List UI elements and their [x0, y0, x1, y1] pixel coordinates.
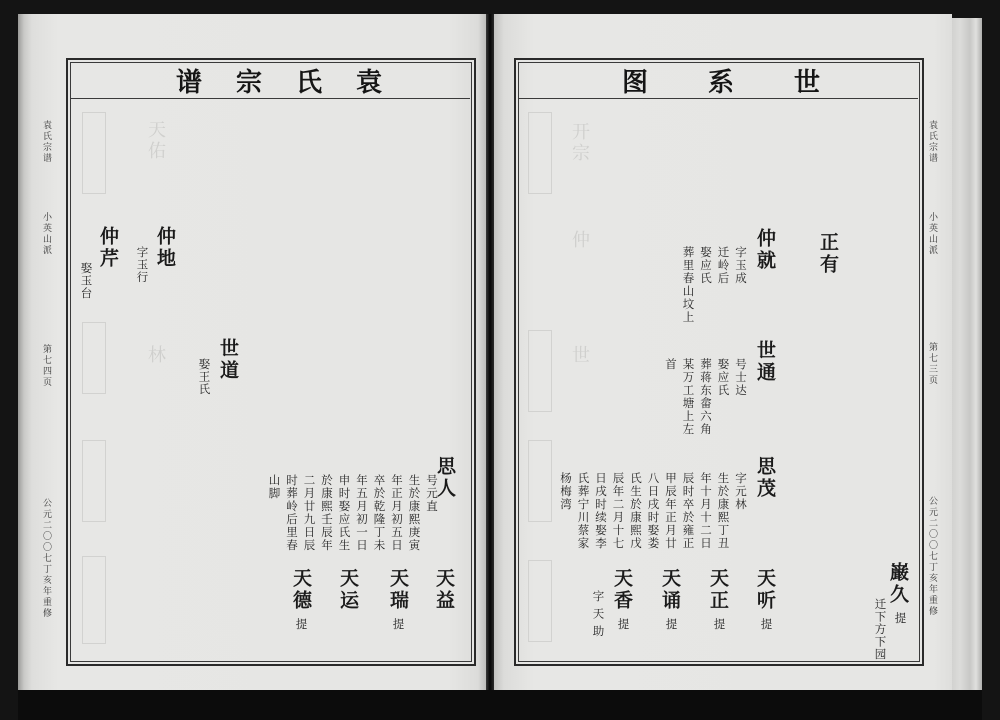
note-line: 娶应氏	[716, 358, 731, 397]
person-name: 世通	[754, 340, 776, 384]
person-name: 仲地	[154, 226, 176, 270]
note-line: 年五月初一日	[355, 474, 369, 552]
person-name: 天正	[707, 568, 729, 612]
note-line: 字玉成	[734, 246, 748, 285]
note-line: 年正月初五日	[390, 474, 404, 552]
person-note: 提	[294, 618, 309, 631]
ghost-box	[528, 560, 552, 642]
margin-branch-left: 小英山派	[41, 212, 51, 256]
note-line: 迁岭后	[716, 246, 731, 285]
margin-book-title-right: 袁氏宗谱	[927, 120, 937, 164]
note-line: 杨梅湾	[559, 472, 573, 511]
person-name: 仲芹	[97, 226, 119, 270]
ghost-box	[528, 330, 552, 412]
note-line: 辰时卒於雍正	[681, 472, 696, 550]
note-line: 氏生於康熙戊	[629, 472, 643, 550]
book-gutter	[486, 14, 494, 704]
ghost-box	[528, 440, 552, 522]
note-line: 年十月十二日	[699, 472, 713, 550]
note-line: 日戌时续娶李	[594, 472, 608, 550]
note-line: 某万工塘上左	[681, 358, 696, 436]
left-page-title: 谱宗氏袁	[176, 68, 417, 98]
person-name: 仲就	[754, 228, 776, 272]
person-name: 巌久	[887, 562, 909, 606]
person-note: 字天助	[591, 590, 606, 643]
margin-edition-right: 公元二〇〇七丁亥年重修	[927, 496, 937, 617]
note-line: 生於康熙丁丑	[716, 472, 731, 550]
note-line: 甲辰年正月廿	[664, 472, 678, 550]
person-name: 正有	[817, 232, 839, 276]
person-note: 娶王氏	[197, 358, 212, 396]
note-line: 八日戌时娶娄	[646, 472, 661, 550]
note-line: 字元林	[734, 472, 748, 511]
ghost-box	[82, 322, 106, 394]
margin-page-number-left: 第七四页	[41, 344, 51, 388]
biography-notes	[665, 358, 747, 436]
person-note: 提	[664, 618, 679, 631]
page-stack-edge	[952, 18, 982, 692]
right-page-title: 图系世	[622, 68, 881, 98]
note-line: 葬蒋东畲六角	[699, 358, 713, 436]
person-name: 天运	[337, 568, 359, 612]
person-note: 提	[712, 618, 727, 631]
person-note: 提	[893, 612, 908, 625]
note-line: 山脚	[267, 474, 282, 500]
margin-book-title-left: 袁氏宗谱	[41, 120, 51, 164]
ghost-text: 世	[569, 345, 590, 366]
ghost-box	[82, 112, 106, 194]
person-note: 迁下方下园	[873, 598, 888, 661]
note-line: 於康熙壬辰年	[320, 474, 334, 552]
note-line: 辰年二月十七	[611, 472, 626, 550]
ghost-text: 天佑	[145, 120, 166, 162]
ghost-text: 开宗	[569, 122, 590, 164]
margin-page-number-right: 第七三页	[927, 342, 937, 386]
biography-notes	[560, 472, 747, 550]
person-name: 天香	[611, 568, 633, 612]
bottom-shadow	[18, 690, 982, 720]
note-line: 二月廿九日辰	[302, 474, 317, 552]
note-line: 生於康熙庚寅	[407, 474, 422, 552]
ghost-box	[82, 556, 106, 644]
note-line: 号元直	[425, 474, 439, 513]
note-line: 时葬岭后里春	[285, 474, 299, 552]
margin-branch-right: 小英山派	[927, 212, 937, 256]
person-name: 天诵	[659, 568, 681, 612]
note-line: 申时娶应氏生	[337, 474, 352, 552]
note-line: 氏葬宁川蔡家	[576, 472, 591, 550]
person-note: 提	[616, 618, 631, 631]
person-name: 思人	[434, 456, 456, 500]
person-note: 提	[759, 618, 774, 631]
person-name: 世道	[217, 338, 239, 382]
ghost-box	[82, 440, 106, 522]
person-note: 娶玉台	[79, 262, 94, 300]
biography-notes	[682, 246, 746, 324]
person-name: 天听	[754, 568, 776, 612]
person-note: 字玉行	[135, 246, 150, 284]
note-line: 葬里春山坟上	[681, 246, 696, 324]
ghost-text: 林	[145, 345, 166, 366]
left-page-frame	[66, 58, 476, 666]
note-line: 娶应氏	[699, 246, 713, 285]
note-line: 号士达	[734, 358, 748, 397]
person-name: 思茂	[754, 456, 776, 500]
person-name: 天德	[290, 568, 312, 612]
ghost-text: 仲	[569, 230, 590, 251]
person-name: 天益	[433, 568, 455, 612]
margin-edition-left: 公元二〇〇七丁亥年重修	[41, 498, 51, 619]
person-name: 天瑞	[387, 568, 409, 612]
person-note: 提	[391, 618, 406, 631]
biography-notes	[268, 474, 437, 552]
note-line: 卒於乾隆丁未	[372, 474, 387, 552]
note-line: 首	[664, 358, 678, 371]
ghost-box	[528, 112, 552, 194]
